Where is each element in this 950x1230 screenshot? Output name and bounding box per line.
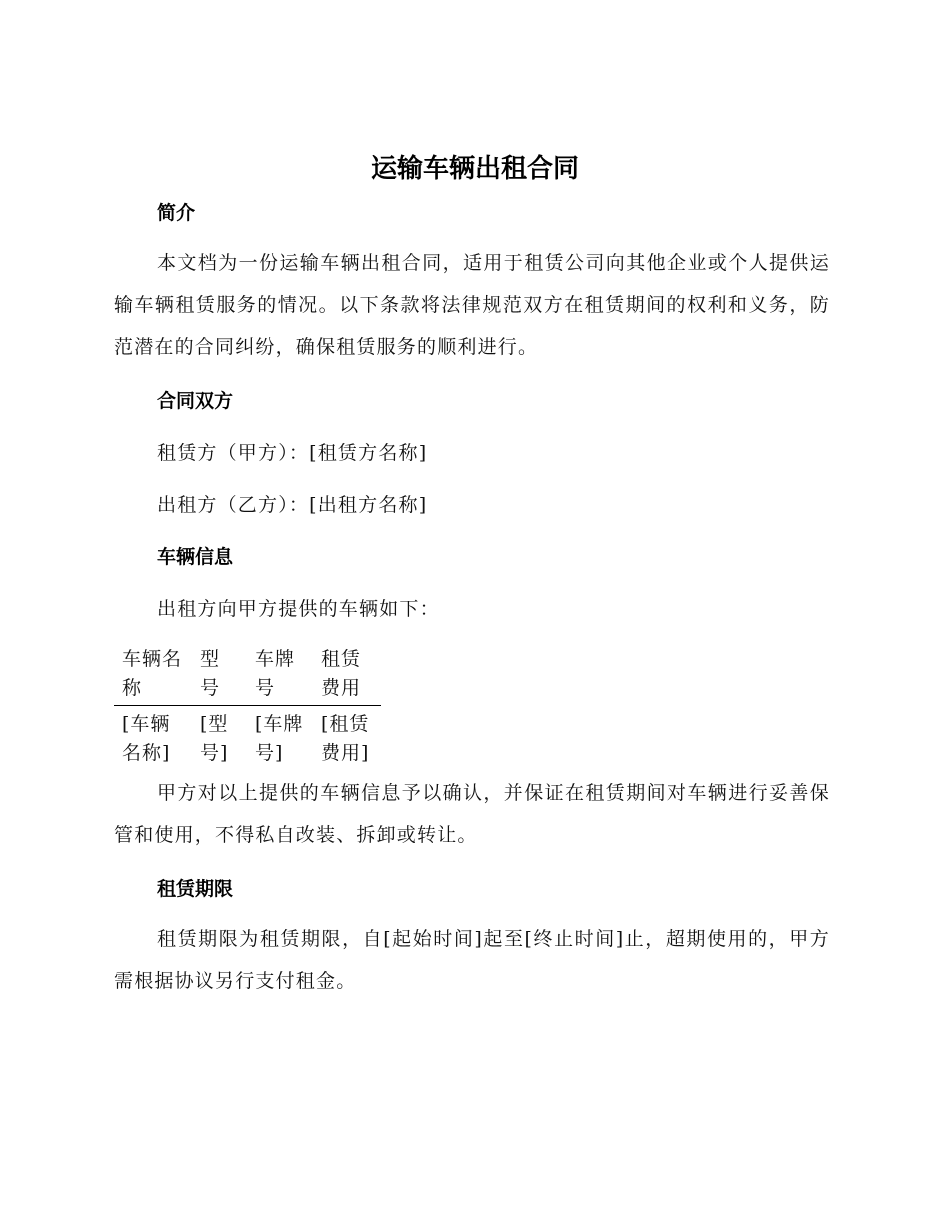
col-header-vehicle-name: 车辆名称 xyxy=(114,644,192,706)
col-header-fee: 租赁费用 xyxy=(313,644,381,706)
vehicle-intro: 出租方向甲方提供的车辆如下： xyxy=(157,598,440,620)
vehicle-table-header-row xyxy=(114,644,381,706)
lessor-line: 出租方（乙方）：[出租方名称] xyxy=(157,494,428,516)
vehicle-table xyxy=(114,644,381,768)
table-row xyxy=(114,706,381,769)
col-header-model: 型号 xyxy=(192,644,247,706)
cell-fee: [租赁费用] xyxy=(321,713,370,764)
parties-heading: 合同双方 xyxy=(157,390,234,412)
intro-paragraph: 本文档为一份运输车辆出租合同，适用于租赁公司向其他企业或个人提供运输车辆租赁服务的情况。以下条款将法律规范双方在租赁期间的权利和义务，防范潜在的合同纠纷，确保租赁服务的顺利进行。 xyxy=(114,252,830,358)
vehicle-heading: 车辆信息 xyxy=(157,546,234,568)
cell-vehicle-name: [车辆名称] xyxy=(122,713,171,764)
document-title: 运输车辆出租合同 xyxy=(370,154,579,184)
cell-plate: [车牌号] xyxy=(255,713,304,764)
col-header-plate: 车牌号 xyxy=(247,644,313,706)
term-paragraph: 租赁期限为租赁期限，自[起始时间]起至[终止时间]止，超期使用的，甲方需根据协议另行支付租金。 xyxy=(114,928,830,992)
cell-model: [型号] xyxy=(200,713,229,764)
vehicle-confirm-paragraph: 甲方对以上提供的车辆信息予以确认，并保证在租赁期间对车辆进行妥善保管和使用，不得私自改装、拆卸或转让。 xyxy=(114,782,830,846)
term-heading: 租赁期限 xyxy=(157,878,234,900)
intro-heading: 简介 xyxy=(157,202,196,224)
lessee-line: 租赁方（甲方）：[租赁方名称] xyxy=(157,442,428,464)
